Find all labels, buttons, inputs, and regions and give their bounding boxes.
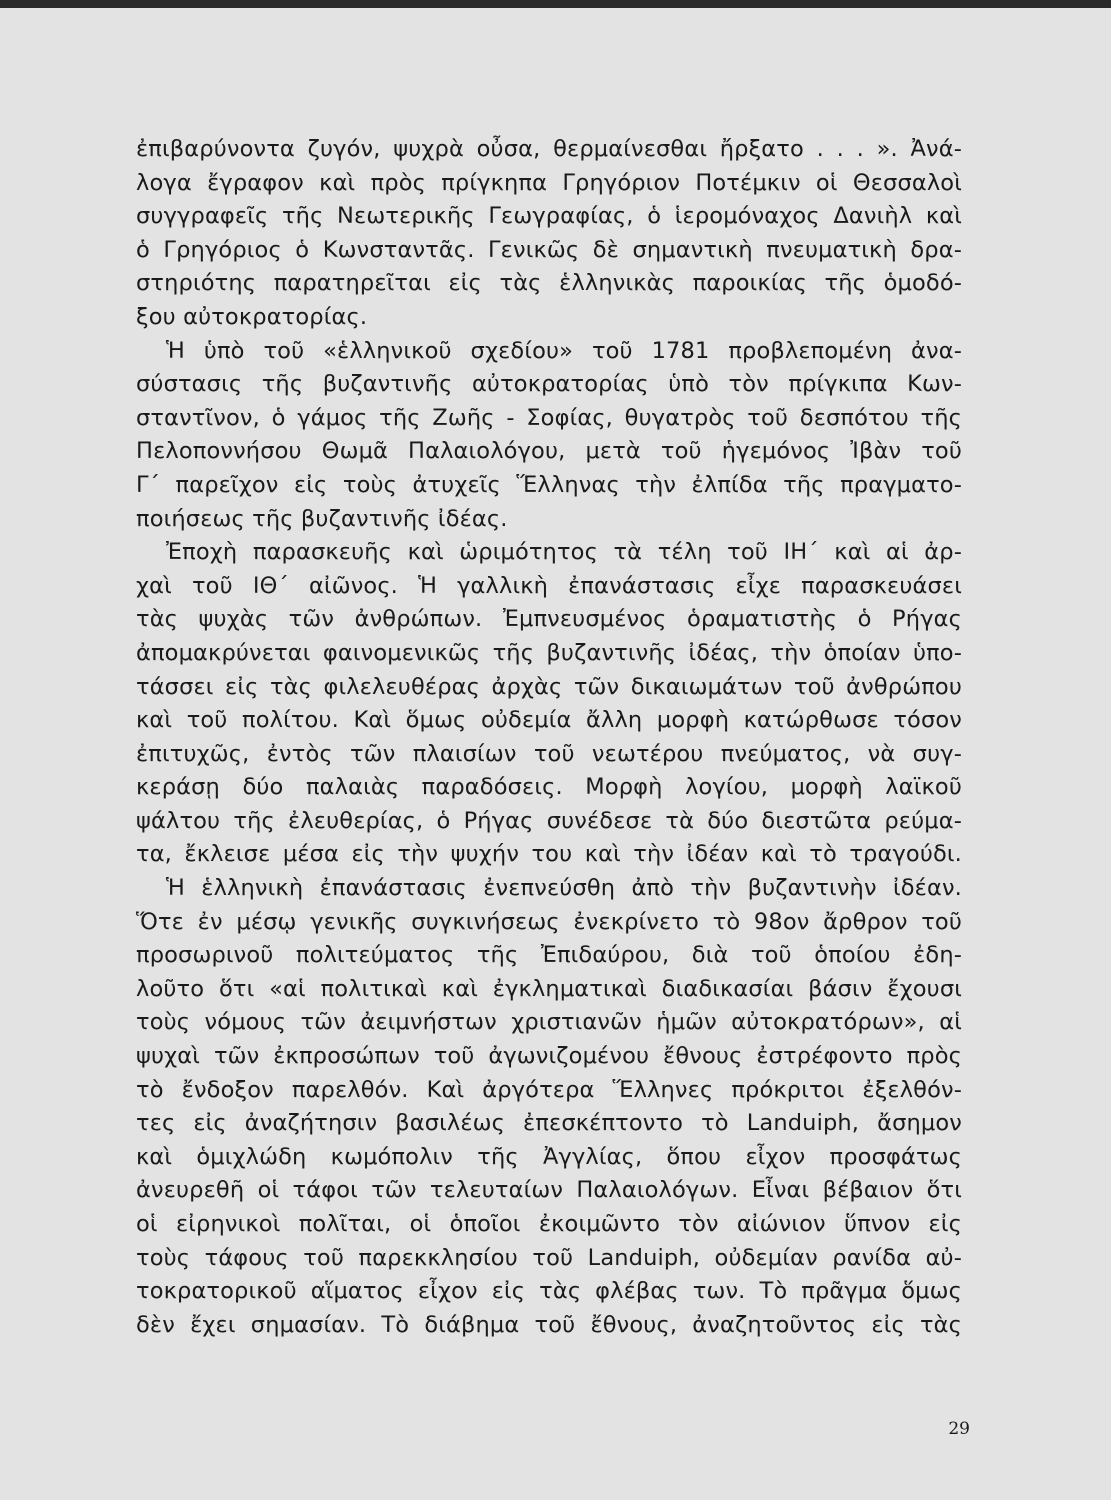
- top-edge-divider: [0, 0, 1111, 8]
- text-line: οἱ εἰρηνικοὶ πολῖται, οἱ ὁποῖοι ἐκοιμῶντο τὸν αἰώνιον ὕπνον εἰς: [136, 1211, 962, 1237]
- text-line: λογα ἔγραφον καὶ πρὸς πρίγκηπα Γρηγόριον Ποτέμκιν οἱ Θεσσαλοὶ: [136, 169, 962, 196]
- text-line: δὲν ἔχει σημασίαν. Τὸ διάβημα τοῦ ἔθνους, ἀναζητοῦντος εἰς τὰς: [136, 1311, 962, 1338]
- text-line: ψάλτου τῆς ἐλευθερίας, ὁ Ρήγας συνέδεσε τὰ δύο διεστῶτα ρεύμα-: [136, 807, 962, 834]
- text-line: τὰς ψυχὰς τῶν ἀνθρώπων. Ἐμπνευσμένος ὁραματιστὴς ὁ Ρήγας: [136, 606, 962, 633]
- text-line: Ἐποχὴ παρασκευῆς καὶ ὡριμότητος τὰ τέλη τοῦ ΙΗ΄ καὶ αἱ ἀρ-: [166, 539, 962, 566]
- text-line: σύστασις τῆς βυζαντινῆς αὐτοκρατορίας ὑπὸ τὸν πρίγκιπα Κων-: [136, 371, 962, 398]
- text-line: προσωρινοῦ πολιτεύματος τῆς Ἐπιδαύρου, διὰ τοῦ ὁποίου ἐδη-: [136, 942, 962, 969]
- text-line: χαὶ τοῦ ΙΘ΄ αἰῶνος. Ἡ γαλλικὴ ἐπανάστασις εἶχε παρασκευάσει: [136, 572, 962, 599]
- text-line: τες εἰς ἀναζήτησιν βασιλέως ἐπεσκέπτοντο τὸ Landuiph, ἄσημον: [136, 1110, 962, 1137]
- body-text: [136, 133, 962, 1342]
- text-line: ψυχαὶ τῶν ἐκπροσώπων τοῦ ἀγωνιζομένου ἔθνους ἐστρέφοντο πρὸς: [136, 1043, 962, 1070]
- text-line: τοὺς τάφους τοῦ παρεκκλησίου τοῦ Landuiph, οὐδεμίαν ρανίδα αὐ-: [136, 1244, 962, 1271]
- text-line: ἀπομακρύνεται φαινομενικῶς τῆς βυζαντινῆς ἰδέας, τὴν ὁποίαν ὑπο-: [136, 639, 962, 666]
- text-line: ἀνευρεθῆ οἱ τάφοι τῶν τελευταίων Παλαιολόγων. Εἶναι βέβαιον ὅτι: [136, 1177, 962, 1204]
- text-line: τοκρατορικοῦ αἵματος εἶχον εἰς τὰς φλέβας των. Τὸ πρᾶγμα ὅμως: [136, 1278, 962, 1305]
- text-line: Ἡ ἑλληνικὴ ἐπανάστασις ἐνεπνεύσθη ἀπὸ τὴν βυζαντινὴν ἰδέαν.: [166, 875, 962, 902]
- text-line: ὁ Γρηγόριος ὁ Κωνσταντᾶς. Γενικῶς δὲ σημαντικὴ πνευματικὴ δρα-: [136, 236, 962, 263]
- text-line: τοὺς νόμους τῶν ἀειμνήστων χριστιανῶν ἡμῶν αὐτοκρατόρων», αἱ: [136, 1009, 962, 1036]
- text-line: τὸ ἔνδοξον παρελθόν. Καὶ ἀργότερα Ἕλληνες πρόκριτοι ἐξελθόν-: [136, 1076, 962, 1103]
- page-number: 29: [948, 1419, 970, 1439]
- text-line: Ἡ ὑπὸ τοῦ «ἑλληνικοῦ σχεδίου» τοῦ 1781 προβλεπομένη ἀνα-: [166, 337, 962, 364]
- text-line: Πελοποννήσου Θωμᾶ Παλαιολόγου, μετὰ τοῦ ἡγεμόνος Ἰβὰν τοῦ: [136, 438, 962, 465]
- text-line: κεράσῃ δύο παλαιὰς παραδόσεις. Μορφὴ λογίου, μορφὴ λαϊκοῦ: [136, 774, 962, 801]
- text-line: Ὅτε ἐν μέσῳ γενικῆς συγκινήσεως ἐνεκρίνετο τὸ 98ον ἄρθρον τοῦ: [136, 908, 962, 935]
- text-line: στηριότης παρατηρεῖται εἰς τὰς ἑλληνικὰς παροικίας τῆς ὁμοδό-: [136, 270, 962, 297]
- text-line: ἐπιτυχῶς, ἐντὸς τῶν πλαισίων τοῦ νεωτέρου πνεύματος, νὰ συγ-: [136, 740, 962, 767]
- text-line: σταντῖνον, ὁ γάμος τῆς Ζωῆς - Σοφίας, θυγατρὸς τοῦ δεσπότου τῆς: [136, 404, 962, 431]
- text-line: Γ΄ παρεῖχον εἰς τοὺς ἀτυχεῖς Ἕλληνας τὴν ἐλπίδα τῆς πραγματο-: [136, 471, 962, 498]
- text-line: ξου αὐτοκρατορίας.: [136, 303, 368, 330]
- text-line: ποιήσεως τῆς βυζαντινῆς ἰδέας.: [136, 505, 508, 532]
- text-line: λοῦτο ὅτι «αἱ πολιτικαὶ καὶ ἐγκληματικαὶ διαδικασίαι βάσιν ἔχουσι: [136, 975, 962, 1002]
- text-line: ἐπιβαρύνοντα ζυγόν, ψυχρὰ οὖσα, θερμαίνεσθαι ἤρξατο . . . ». Ἀνά-: [136, 136, 962, 162]
- text-line: καὶ τοῦ πολίτου. Καὶ ὅμως οὐδεμία ἄλλη μορφὴ κατώρθωσε τόσον: [136, 707, 962, 734]
- text-line: τάσσει εἰς τὰς φιλελευθέρας ἀρχὰς τῶν δικαιωμάτων τοῦ ἀνθρώπου: [136, 673, 962, 700]
- text-line: τα, ἔκλεισε μέσα εἰς τὴν ψυχήν του καὶ τὴν ἰδέαν καὶ τὸ τραγούδι.: [136, 841, 962, 868]
- text-line: καὶ ὁμιχλώδη κωμόπολιν τῆς Ἀγγλίας, ὅπου εἶχον προσφάτως: [136, 1143, 962, 1170]
- text-line: συγγραφεῖς τῆς Νεωτερικῆς Γεωγραφίας, ὁ ἱερομόναχος Δανιὴλ καὶ: [136, 203, 962, 230]
